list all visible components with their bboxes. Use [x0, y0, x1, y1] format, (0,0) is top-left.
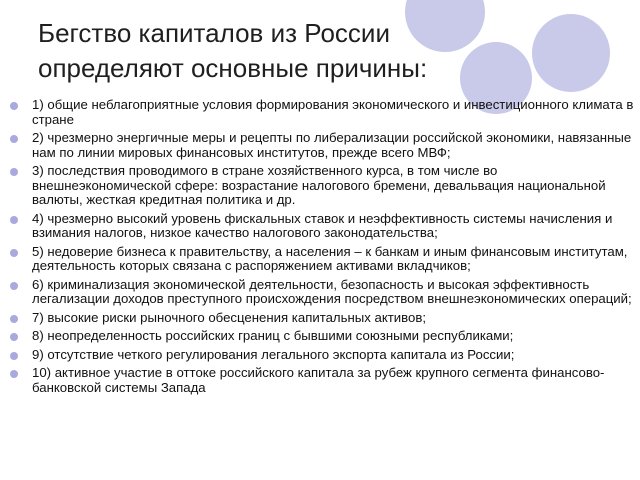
- list-item: [10, 311, 634, 326]
- bullet-icon: [10, 249, 18, 257]
- bullet-icon: [10, 282, 18, 290]
- bullet-icon: [10, 370, 18, 378]
- bullet-icon: [10, 168, 18, 176]
- bullet-icon: [10, 352, 18, 360]
- list-item-text: 2) чрезмерно энергичные меры и рецепты по либерализации российской экономики, навязанные нам по линии мировых финансовых институтов, прежде всего МВФ;: [32, 130, 632, 160]
- list-item-text: 9) отсутствие четкого регулирования легального экспорта капитала из России;: [32, 346, 515, 362]
- list-item: [10, 245, 634, 274]
- list-item: [10, 348, 634, 363]
- list-item: [10, 131, 634, 160]
- bullet-icon: [10, 135, 18, 143]
- decorative-circle-right: [532, 14, 610, 92]
- list-item-text: 5) недоверие бизнеса к правительству, а населения – к банкам и иным финансовым институтам, деятельность которых связана с распоряжением активами вкладчиков;: [32, 243, 628, 273]
- bullet-icon: [10, 102, 18, 110]
- slide-title: Бегство капиталов из России определяют основные причины:: [38, 18, 428, 83]
- list-item: [10, 98, 634, 127]
- bullet-icon: [10, 315, 18, 323]
- list-item-text: 8) неопределенность российских границ с бывшими союзными республиками;: [32, 328, 514, 343]
- bullet-icon: [10, 333, 18, 341]
- list-item-text: 4) чрезмерно высокий уровень фискальных ставок и неэффективность системы начисления и взимания налогов, низкое качество налогового законодательства;: [32, 210, 613, 240]
- list-item: [10, 212, 634, 241]
- list-item: [10, 366, 634, 395]
- list-item-text: 6) криминализация экономической деятельности, безопасность и высокая эффективность легализации доходов преступного происхождения посредством внешнеэкономических операций;: [32, 276, 632, 306]
- list-item-text: 7) высокие риски рыночного обесценения капитальных активов;: [32, 309, 427, 325]
- reasons-list: [10, 98, 634, 399]
- list-item: [10, 278, 634, 307]
- bullet-icon: [10, 216, 18, 224]
- list-item-text: 1) общие неблагоприятные условия формирования экономического и инвестиционного климата в стране: [32, 97, 634, 127]
- list-item-text: 10) активное участие в оттоке российского капитала за рубеж крупного сегмента финансово-банковской системы Запада: [32, 365, 605, 395]
- list-item: [10, 329, 634, 344]
- list-item: [10, 164, 634, 208]
- list-item-text: 3) последствия проводимого в стране хозяйственного курса, в том числе во внешнеэкономической сфере: возрастание налогового бремени, девальвация национальной валюты, жесткая кредитная политика и др.: [32, 163, 606, 207]
